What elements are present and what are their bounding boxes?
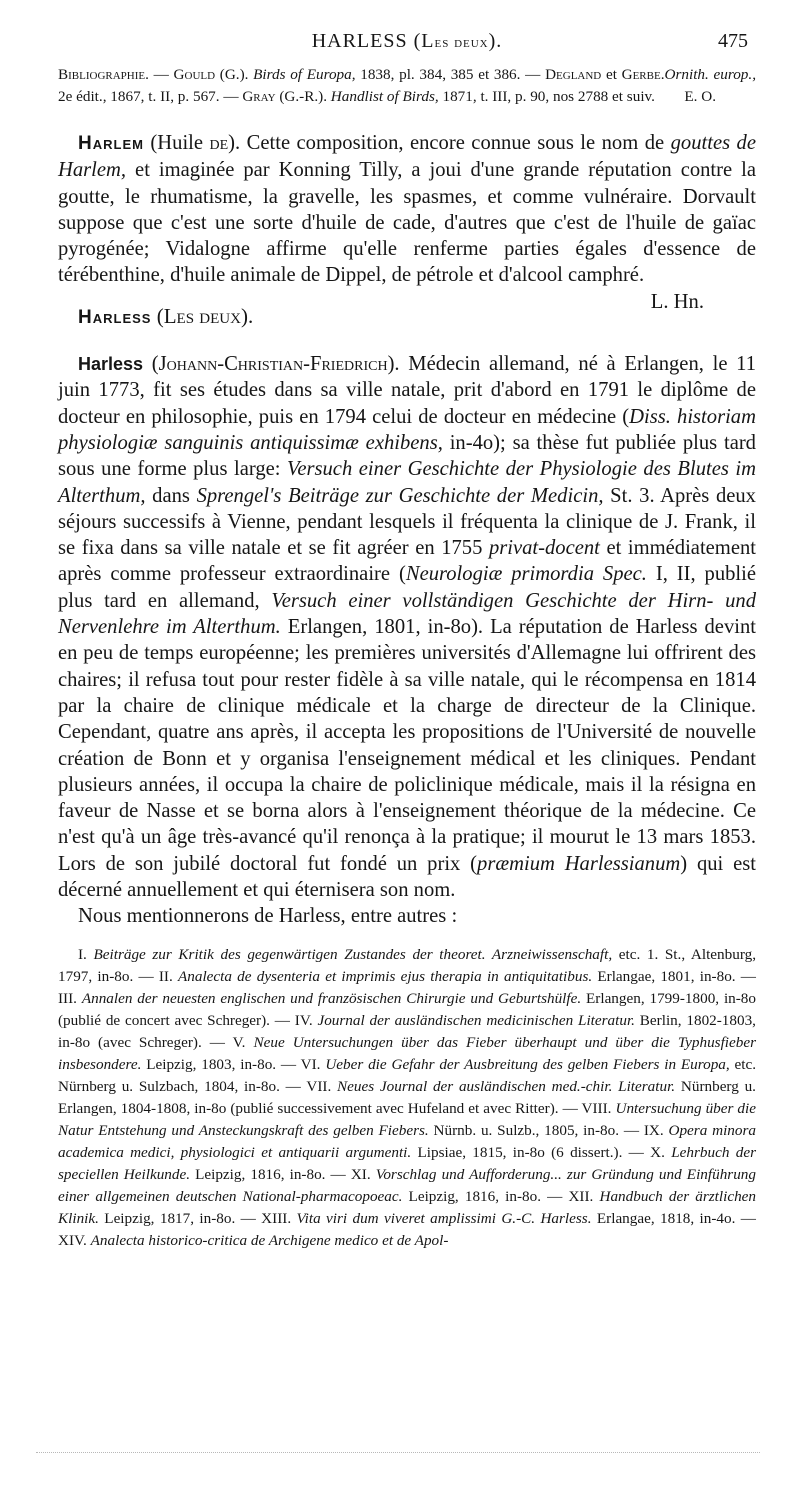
entry-text: ) qui est décerné annuellement et qui éternisera son nom.	[58, 852, 756, 902]
works-text	[58, 944, 756, 1252]
work-text: Erlangen, 1799-1800, in-8o (publié de concert avec Schreger). — IV.	[58, 989, 756, 1029]
entry-text: I, II, publié plus tard en allemand,	[58, 563, 757, 612]
work-text: Leipzig, 1803, in-8o. — VI.	[141, 1055, 326, 1073]
running-head	[58, 30, 756, 53]
entry-text: et imaginée par Konning Tilly, a joui d'une grande réputation contre la goutte, le rhumatisme, la gravelle, les spasmes, et comme vulnéraire. Dorvault suppose que c'est une sorte d'huile de cade, d'autres que c'est de l'huile de gaïac pyrogénée; Vidalogne affirme qu'elle renferme parties égales d'essence de térébenthine, d'huile animale de Dippel, de pétrole et d'alcool camphré.	[58, 159, 756, 287]
bib-text: 2e édit., 1867, t. II, p. 567. —	[58, 88, 243, 105]
work-title: Untersuchung über die Natur Entstehung und Ansteckungskraft des gelben Fiebers.	[58, 1099, 756, 1139]
bibliography-block	[58, 64, 756, 108]
entry-harless-johann	[58, 351, 756, 930]
entry-harlem	[58, 130, 756, 313]
works-intro: Nous mentionnerons de Harless, entre autres :	[78, 905, 458, 928]
bib-author: Gould	[173, 66, 216, 83]
entry-text: Erlangen, 1801, in-8o). La réputation de Harless devint en peu de temps européenne; les premières universités d'Allemagne lui offrirent des chaires; il refusa tout pour rester fidèle à sa ville natale, qui le récompensa en 1814 par la chaire de clinique médicale et la charge de directeur de la Clinique. Cependant, quatre ans après, il accepta les propositions de l'Université de nouvelle création de Bonn et y organisa l'enseignement médical et les cliniques. Pendant plusieurs années, il occupa la chaire de policlinique médicale, mais il la résigna en faveur de Nasse et se borna alors à l'enseignement théorique de la médecine. Ce n'est qu'à un âge très-avancé qu'il renonça à la pratique; il mourut le 13 mars 1853. Lors de son jubilé doctoral fut fondé un prix (	[58, 616, 756, 875]
given-names: Johann-Christian-Friedrich	[158, 353, 388, 376]
bib-author: Gray	[242, 88, 276, 105]
entry-harlem-text	[58, 130, 756, 313]
work-text: I.	[78, 945, 94, 963]
work-title: Annalen der neuesten englischen und französischen Chirurgie und Geburtshülfe.	[81, 989, 582, 1007]
work-text: Nürnb. u. Sulzb., 1805, in-8o. — IX.	[428, 1121, 669, 1139]
headword-harless: Harless	[78, 306, 152, 328]
entry-italic: præmium Harlessianum	[477, 852, 681, 875]
entry-text: Médecin allemand, né à Erlangen, le 11 juin 1773, fit ses études dans sa ville natale, prit d'abord en 1791 le diplôme de docteur en philosophie, puis en 1794 celui de docteur en médecine (	[58, 353, 757, 428]
entry-italic: Neurologiæ primordia Spec.	[405, 563, 647, 586]
bib-text: 1871, t. III, p. 90, nos 2788 et suiv.	[438, 88, 655, 105]
work-title: Journal der ausländischen medicinischen Literatur.	[317, 1011, 635, 1029]
entry-text-sc: de	[209, 132, 229, 154]
bib-author: Degland	[545, 66, 602, 83]
running-head-main: HARLESS (L	[311, 30, 435, 52]
heading-text-sc: Les deux	[163, 303, 241, 328]
work-text: Erlangae, 1801, in-8o. — III.	[58, 967, 756, 1007]
sub-headword-harless: Harless	[78, 354, 144, 375]
entry-harless-johann-text	[58, 351, 756, 903]
works-list	[58, 944, 756, 1252]
entry-italic: Versuch einer vollständigen Geschichte der Hirn- und Nervenlehre im Alterthum.	[58, 589, 756, 639]
work-title: Beiträge zur Kritik des gegenwärtigen Zustandes der theoret. Arzneiwissenschaft,	[93, 945, 613, 963]
work-title: Vorschlag und Aufforderung... zur Gründung und Einführung einer allgemeinen deutschen National-pharmacopoeac.	[58, 1165, 756, 1205]
work-title: Ueber die Gefahr der Ausbreitung des gelben Fiebers in Europa,	[325, 1055, 730, 1073]
bib-title: Birds of Europa,	[253, 66, 356, 83]
work-text: Leipzig, 1816, in-8o. — XI.	[190, 1165, 376, 1183]
work-title: Vita viri dum viveret amplissimi G.-C. Harless.	[296, 1209, 592, 1227]
bottom-bleed-rule	[36, 1452, 760, 1453]
entry-italic: Sprengel's Beiträge zur Geschichte der Medicin,	[196, 484, 604, 507]
work-title: Lehrbuch der speciellen Heilkunde.	[58, 1143, 756, 1183]
entry-text: St. 3. Après deux séjours successifs à Vienne, pendant lesquels il fréquenta la clinique de J. Frank, il se fixa dans sa ville natale et se fit agréer en 1755	[58, 484, 756, 560]
work-text: Lipsiae, 1815, in-8o (6 dissert.). — X.	[411, 1143, 672, 1161]
bib-text: 1838, pl. 384, 385 et 386. —	[355, 66, 546, 83]
running-head-small-caps: es deux	[434, 35, 489, 51]
work-text: etc. Nürnberg u. Sulzbach, 1804, in-8o. — VII.	[58, 1055, 757, 1095]
work-text: etc. 1. St., Altenburg, 1797, in-8o. — II.	[58, 945, 756, 985]
headword-harlem: Harlem	[78, 133, 144, 154]
entry-text: et immédiatement après comme professeur extraordinaire (	[58, 537, 756, 586]
entry-text: (Huile	[143, 132, 210, 154]
entry-italic: Diss. historiam physiologiæ sanguinis antiquissimæ exhibens,	[58, 405, 756, 454]
bibliography-text	[58, 64, 756, 108]
entry-text: ).	[387, 353, 409, 376]
work-text: Nürnberg u. Erlangen, 1804-1808, in-8o (publié successivement avec Hufeland et avec Ritter). — VIII.	[58, 1077, 756, 1117]
entry-text: dans	[145, 484, 197, 507]
work-title: Neue Untersuchungen über das Fieber überhaupt und über die Typhusfieber insbesondere.	[58, 1033, 756, 1073]
entry-italic: gouttes de Harlem,	[58, 132, 756, 182]
heading-text: ).	[240, 303, 254, 328]
entry-harlem-signature: L. Hn.	[650, 290, 704, 313]
bib-title: Ornith. europ.,	[664, 66, 756, 83]
bibliography-signature: E. O.	[684, 88, 716, 105]
entry-text: (	[143, 353, 159, 376]
running-head-end: ).	[488, 30, 503, 52]
entry-italic: Versuch einer Geschichte der Physiologie des Blutes im Alterthum,	[58, 458, 756, 507]
bib-text: (G.).	[215, 66, 254, 83]
entry-italic: privat-docent	[488, 537, 600, 560]
page-header	[58, 30, 756, 64]
work-text: Leipzig, 1816, in-8o. — XII.	[402, 1187, 600, 1205]
bib-text: (G.-R.).	[275, 88, 331, 105]
work-title: Handbuch der ärztlichen Klinik.	[58, 1187, 757, 1227]
page-number: 475	[718, 30, 748, 52]
work-title: Opera minora academica medici, physiologici et antiquarii argumenti.	[58, 1121, 756, 1161]
work-title: Analecta historico-critica de Archigene medico et de Apol-	[90, 1231, 449, 1249]
bibliography-label: Bibliographie.	[58, 66, 149, 83]
bib-text: —	[148, 66, 174, 83]
bib-author: Gerbe.	[621, 66, 665, 83]
work-text: Erlangae, 1818, in-4o. — XIV.	[58, 1209, 756, 1249]
entry-text: ). Cette composition, encore connue sous le nom de	[228, 132, 671, 154]
bib-text: et	[601, 66, 622, 83]
entry-text: in-4o); sa thèse fut publiée plus tard sous une forme plus large:	[58, 431, 756, 481]
work-text: Berlin, 1802-1803, in-8o (avec Schreger). — V.	[58, 1011, 756, 1051]
work-title: Analecta de dysenteria et imprimis ejus therapia in antiquitatibus.	[177, 967, 593, 985]
work-text: Leipzig, 1817, in-8o. — XIII.	[98, 1209, 297, 1227]
heading-text: (	[151, 303, 164, 328]
work-title: Neues Journal der ausländischen med.-chir. Literatur.	[337, 1077, 676, 1095]
bib-title: Handlist of Birds,	[330, 88, 439, 105]
